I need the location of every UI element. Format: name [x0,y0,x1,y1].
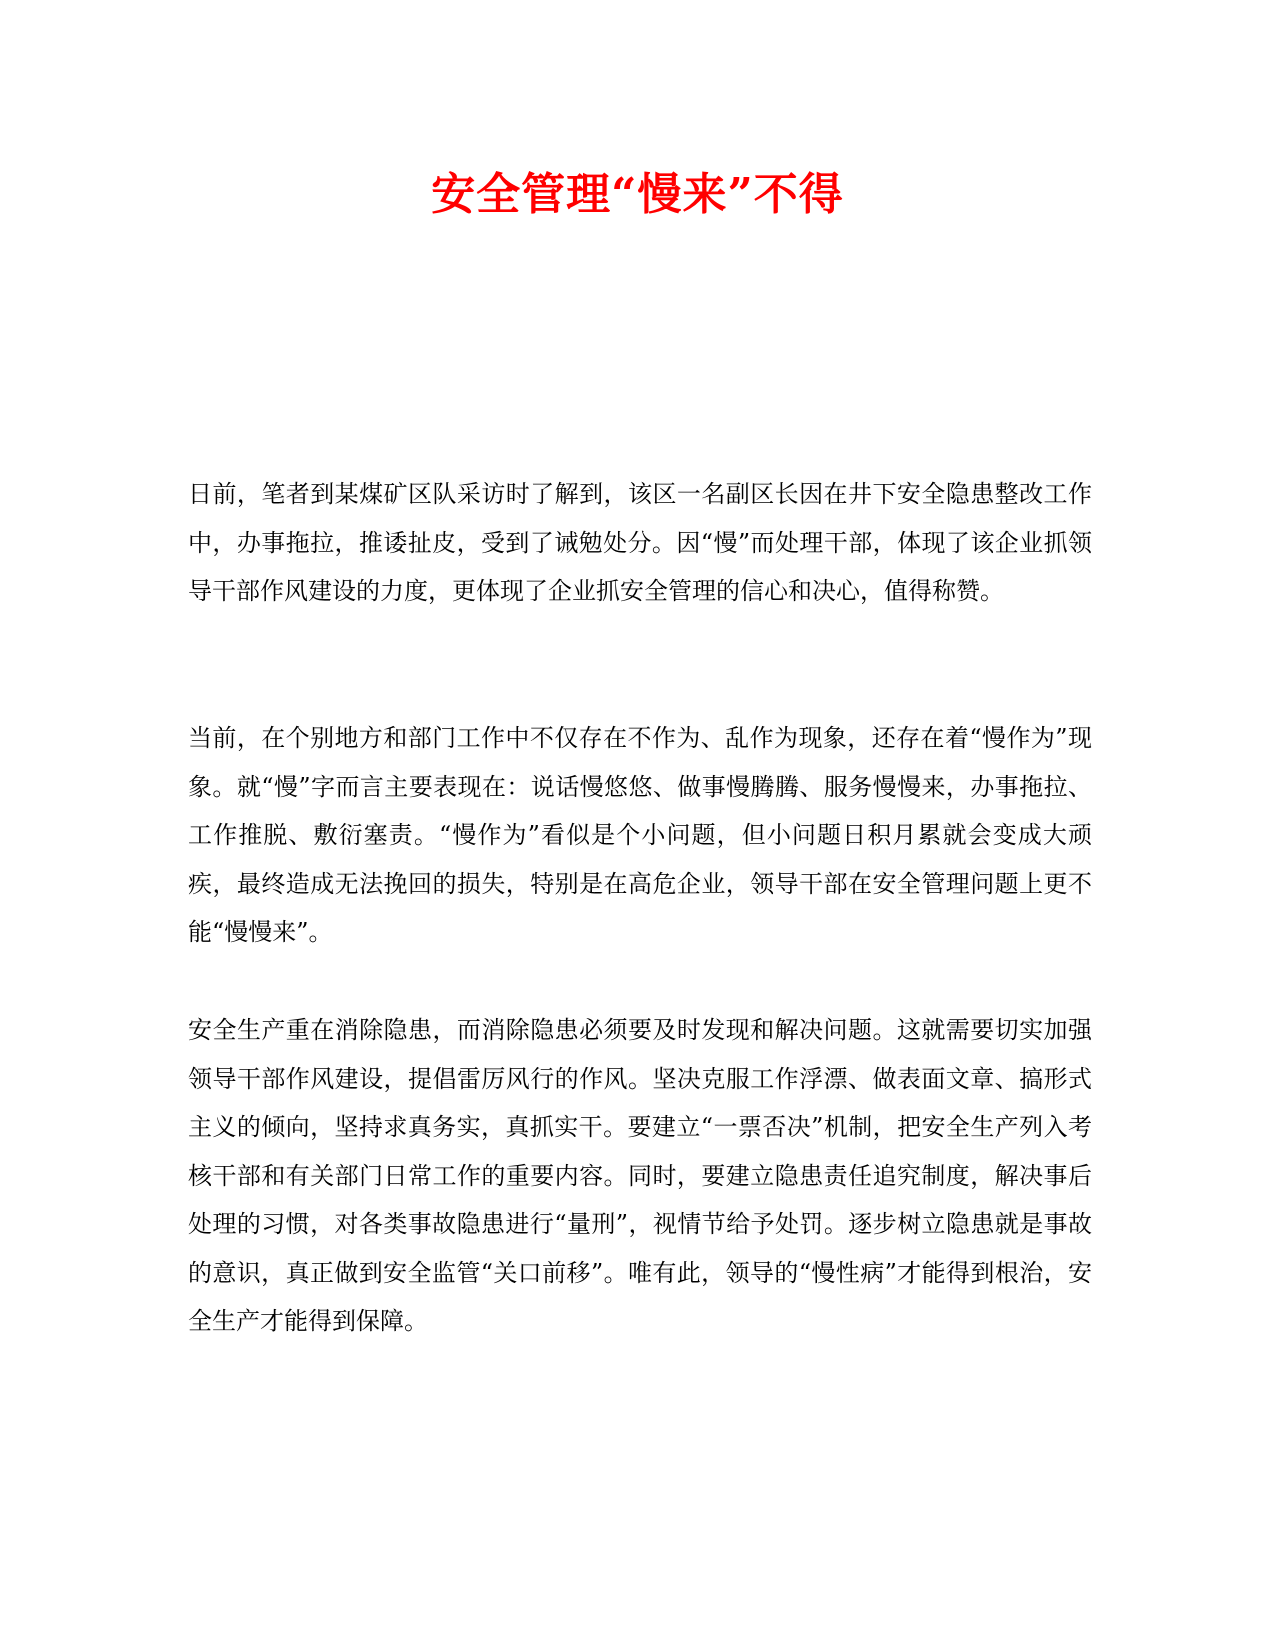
paragraph-text: 日前，笔者到某煤矿区队采访时了解到，该区一名副区长因在井下安全隐患整改工作中，办事拖拉，推诿扯皮，受到了诫勉处分。因“慢”而处理干部，体现了该企业抓领导干部作风建设的力度，更体现了企业抓安全管理的信心和决心，值得称赞。 [188,480,1092,605]
paragraph-1 [188,470,1092,616]
paragraph-text: 安全生产重在消除隐患，而消除隐患必须要及时发现和解决问题。这就需要切实加强领导干部作风建设，提倡雷厉风行的作风。坚决克服工作浮漂、做表面文章、搞形式主义的倾向，坚持求真务实，真抓实干。要建立“一票否决”机制，把安全生产列入考核干部和有关部门日常工作的重要内容。同时，要建立隐患责任追究制度，解决事后处理的习惯，对各类事故隐患进行“量刑”，视情节给予处罚。逐步树立隐患就是事故的意识，真正做到安全监管“关口前移”。唯有此，领导的“慢性病”才能得到根治，安全生产才能得到保障。 [188,1016,1092,1335]
document-title: 安全管理“慢来”不得 [431,169,844,220]
paragraph-text: 当前，在个别地方和部门工作中不仅存在不作为、乱作为现象，还存在着“慢作为”现象。就“慢”字而言主要表现在：说话慢悠悠、做事慢腾腾、服务慢慢来，办事拖拉、工作推脱、敷衍塞责。“慢作为”看似是个小问题，但小问题日积月累就会变成大顽疾，最终造成无法挽回的损失，特别是在高危企业，领导干部在安全管理问题上更不能“慢慢来”。 [188,724,1092,946]
paragraph-3 [188,1006,1092,1346]
paragraph-2 [188,714,1092,957]
